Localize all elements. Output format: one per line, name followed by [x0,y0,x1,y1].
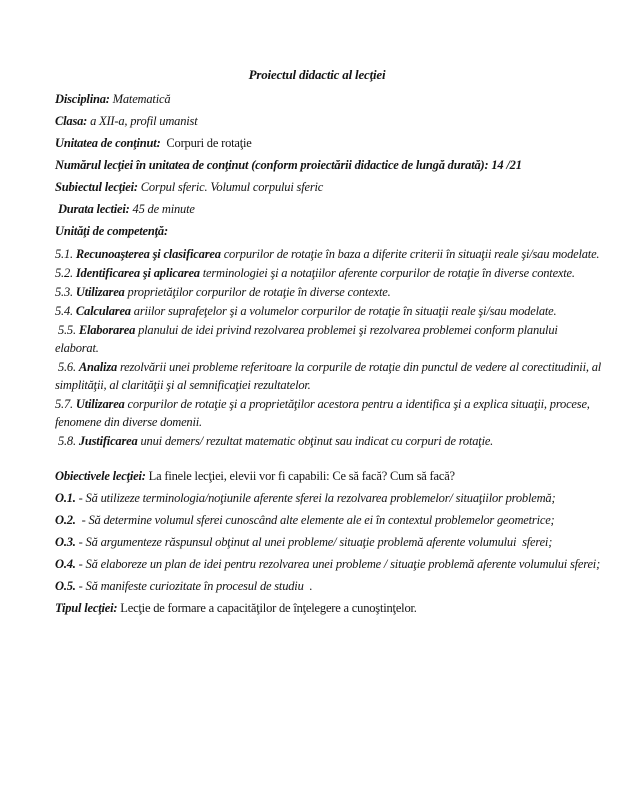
section-spacer [55,451,603,465]
text-run: O.4. [55,557,79,571]
meta-line [55,135,603,152]
objectives-section [55,465,603,619]
text-run: O.3. [55,535,79,549]
text-run: 5.7. [55,397,76,411]
text-run: Recunoaşterea şi clasificarea [75,247,221,261]
text-run: ariilor suprafeţelor şi a volumelor corpurilor de rotaţie în situaţii reale şi/sau modelate. [130,304,557,318]
text-run: Utilizarea [75,397,125,411]
text-run: Calcularea [75,304,131,318]
text-run: La finele lecţiei, elevii vor fi capabili: Ce să facă? Cum să facă? [148,469,455,483]
competency-item [55,245,603,263]
text-run: Tipul lecţiei: [55,601,121,615]
text-run: 5.1. [55,247,76,261]
competency-item [55,283,603,301]
text-run: Lecţie de formare a capacităţilor de înţelegere a cunoştinţelor. [120,601,417,615]
objectives-list [55,487,603,597]
text-run: planului de idei privind rezolvarea problemei şi rezolvarea problemei conform planului elaborat. [55,323,561,355]
text-run: 5.6. [55,360,79,374]
text-run: 5.3. [55,285,76,299]
text-run: 5.5. [55,323,79,337]
text-run: rezolvării unei probleme referitoare la corpurile de rotaţie din punctul de vedere al corectitudinii, al simplităţii, al clarităţii şi al semnificaţiei rezultatelor. [55,360,604,392]
meta-line [55,201,603,218]
competency-item [55,321,603,357]
competency-item [55,264,603,282]
text-run: - Să determine volumul sferei cunoscând alte elemente ale ei în contextul problemelor geometrice; [81,513,555,527]
text-run: terminologiei şi a notaţiilor aferente corpurilor de rotaţie în diverse contexte. [199,266,575,280]
text-run: 5.8. [55,434,79,448]
text-run: Utilizarea [75,285,125,299]
meta-line [55,157,603,174]
text-run: Identificarea şi aplicarea [75,266,200,280]
text-run: Matematică [112,92,171,106]
text-run: O.1. [55,491,79,505]
text-run: - Să argumenteze răspunsul obţinut al unei probleme/ situaţie problemă aferente volumului sferei; [78,535,553,549]
objective-item [55,575,603,597]
text-run: - Să elaboreze un plan de idei pentru rezolvarea unei probleme / situaţie problemă aferente volumului sferei; [78,557,601,571]
text-run: corpurilor de rotaţie şi a proprietăţilor acestora pentru a identifica şi a explica situaţii, procese, fenomene din diverse domenii. [55,397,593,429]
meta-line [55,179,603,196]
text-run: Subiectul lecţiei: [55,180,141,194]
document-title: Proiectul didactic al lecţiei [248,67,386,82]
text-run: Unitatea de conţinut: [55,136,167,150]
text-run: 45 de minute [132,202,195,216]
text-run: corpurilor de rotaţie în baza a diferite criterii în situaţii reale şi/sau modelate. [220,247,600,261]
text-run: proprietăţilor corpurilor de rotaţie în diverse contexte. [124,285,391,299]
objective-item [55,553,603,575]
text-run: O.2. [55,513,82,527]
objectives-intro-wrap [55,465,603,487]
text-run: - Să utilizeze terminologia/noţiunile aferente sferei la rezolvarea problemelor/ situaţiilor problemă; [78,491,556,505]
text-run: Disciplina: [55,92,113,106]
objective-item [55,531,603,553]
text-run: 5.2. [55,266,76,280]
meta-line [55,91,603,108]
competency-item [55,395,603,431]
competency-item [55,432,603,450]
objective-item [55,509,603,531]
metadata-section [55,91,603,240]
objective-item [55,487,603,509]
meta-line [55,223,603,240]
lesson-type-line [55,597,603,619]
text-run: Obiectivele lecţiei: [55,469,149,483]
text-run: - Să manifeste curiozitate în procesul de studiu . [78,579,313,593]
text-run: unui demers/ rezultat matematic obţinut sau indicat cu corpuri de rotaţie. [137,434,494,448]
competencies-section [55,245,603,450]
text-run: Unităţi de competenţă: [55,224,168,238]
text-run: Analiza [78,360,118,374]
text-run: Corpuri de rotaţie [166,136,252,150]
text-run: a XII-a, profil umanist [90,114,198,128]
objectives-intro [55,465,603,487]
text-run: Durata lectiei: [55,202,133,216]
text-run: Justificarea [78,434,138,448]
competency-item [55,358,603,394]
text-run: Numărul lecţiei în unitatea de conţinut (conform proiectării didactice de lungă durată): 14 /21 [55,158,522,172]
text-run: O.5. [55,579,79,593]
text-run: Elaborarea [78,323,136,337]
lesson-type-wrap [55,597,603,619]
meta-line [55,113,603,130]
competency-item [55,302,603,320]
text-run: 5.4. [55,304,76,318]
text-run: Clasa: [55,114,91,128]
text-run: Corpul sferic. Volumul corpului sferic [140,180,324,194]
